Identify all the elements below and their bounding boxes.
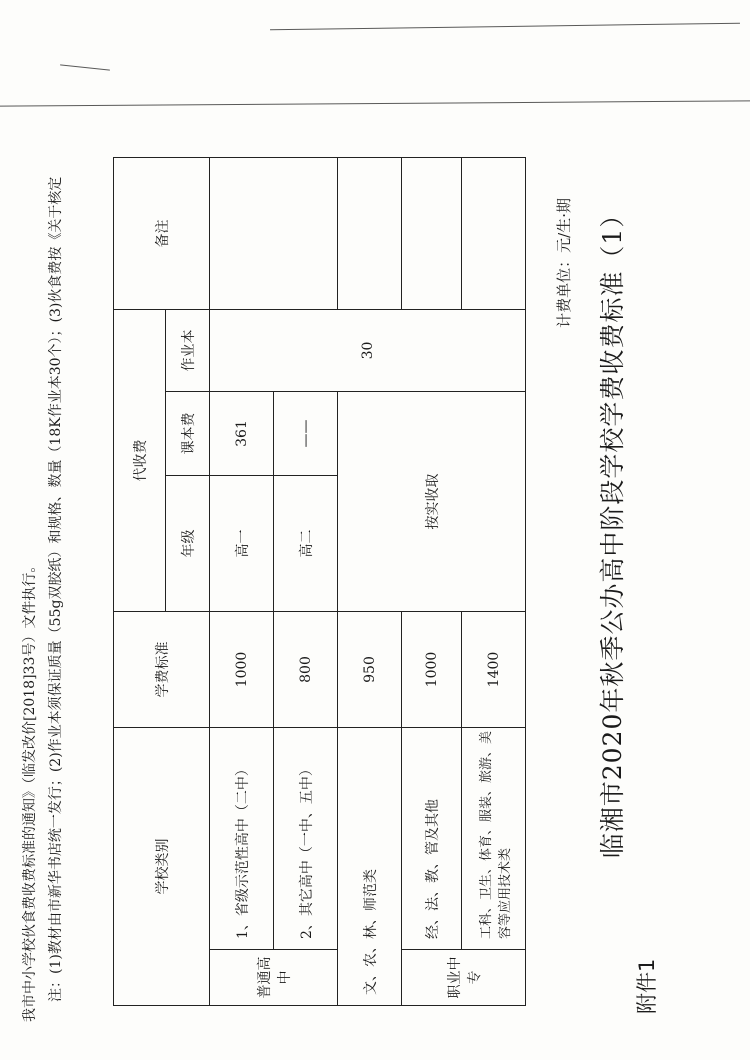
row-tuition: 1000	[210, 612, 274, 728]
row-category: 经、法、教、管及其他	[402, 728, 462, 950]
remark-cell	[462, 157, 526, 309]
row-tuition: 950	[338, 612, 402, 728]
row-category: 工科、卫生、体育、服装、旅游、美容等应用技术类	[462, 728, 526, 950]
group-general: 普通高中	[210, 950, 338, 1006]
header-textbook-fee: 课本费	[166, 392, 210, 476]
doc-title: 临湘市2020年秋季公办高中阶段学校学费收费标准（1）	[598, 201, 627, 859]
row-textbook: 361	[210, 392, 274, 476]
header-grade: 年级	[166, 476, 210, 612]
row-category: 2、其它高中（一中、五中）	[274, 728, 338, 950]
row-textbook: ——	[274, 392, 338, 476]
fee-table	[113, 157, 526, 1006]
header-school-type: 学校类别	[114, 728, 210, 1006]
document-page	[22, 30, 725, 1030]
note-line-1: 注：(1)教材由市新华书店统一发行；(2)作业本须保证质量（55g双胶纸）和规格、数量（18K作业本30个）；(3)伙食费按《关于核定	[48, 176, 64, 1002]
row-grade: 高一	[210, 476, 274, 612]
row-tuition: 1000	[402, 612, 462, 728]
header-tuition: 学费标准	[114, 612, 210, 728]
row-tuition: 1400	[462, 612, 526, 728]
unit-label: 计费单位：元/生·期	[555, 198, 573, 328]
workbook-value: 30	[210, 309, 526, 391]
vocational-agent-fee: 按实收取	[338, 392, 526, 612]
row-category: 文、农、林、师范类	[338, 728, 402, 1006]
remark-cell	[210, 157, 338, 309]
header-remarks: 备注	[114, 157, 210, 309]
attachment-label: 附件1	[635, 958, 659, 1014]
row-grade: 高二	[274, 476, 338, 612]
header-agent-fee: 代收费	[114, 309, 166, 611]
header-workbook-fee: 作业本	[166, 309, 210, 391]
row-category: 1、省级示范性高中（二中）	[210, 728, 274, 950]
note-line-2: 我市中小学校伙食费收费标准的通知》（临发改价[2018]33号）文件执行。	[22, 558, 38, 1022]
remark-cell	[402, 157, 462, 309]
row-tuition: 800	[274, 612, 338, 728]
remark-cell	[338, 157, 402, 309]
group-vocational: 职业中专	[402, 950, 526, 1006]
